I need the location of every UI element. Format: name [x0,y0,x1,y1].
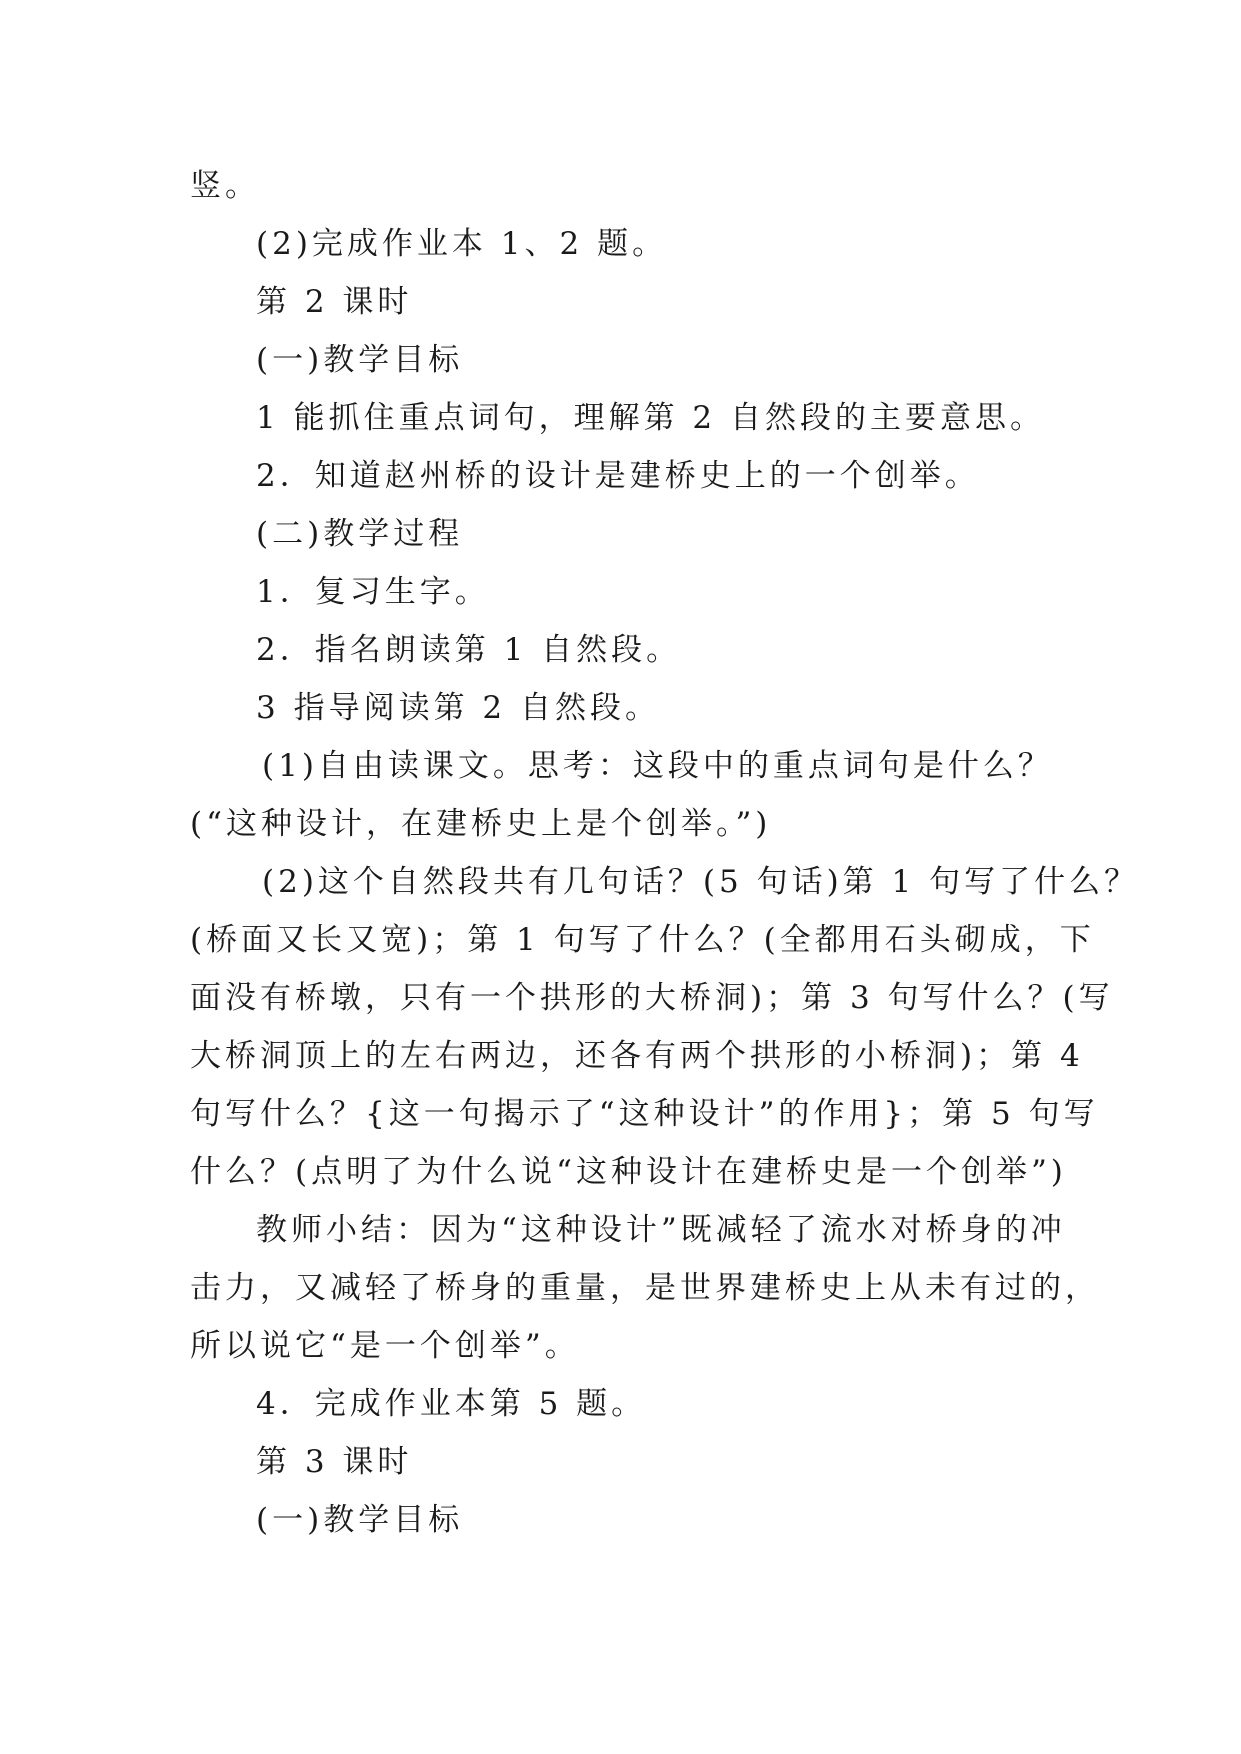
text-line: (2)完成作业本 1、2 题。 [256,226,668,262]
text-line: 所以说它“是一个创举”。 [190,1328,580,1364]
text-line: 竖。 [190,168,260,204]
text-line: 大桥洞顶上的左右两边，还各有两个拱形的小桥洞)；第 4 [190,1038,1084,1074]
text-line: 教师小结：因为“这种设计”既减轻了流水对桥身的冲 [256,1212,1066,1248]
heading-section: (二)教学过程 [256,516,464,552]
text-line: 2．知道赵州桥的设计是建桥史上的一个创举。 [256,458,980,494]
text-line: 1．复习生字。 [256,574,490,610]
text-line: 1 能抓住重点词句，理解第 2 自然段的主要意思。 [256,400,1046,436]
text-line: (1)自由读课文。思考：这段中的重点词句是什么？ [262,748,1053,784]
text-line: (桥面又长又宽)；第 1 句写了什么？(全都用石头砌成，下 [190,922,1095,958]
text-line: 句写什么？{这一句揭示了“这种设计”的作用}；第 5 句写 [190,1096,1099,1132]
text-line: 击力，又减轻了桥身的重量，是世界建桥史上从未有过的， [190,1270,1100,1306]
heading-section: (一)教学目标 [256,1502,464,1538]
heading-section: (一)教学目标 [256,342,464,378]
text-line: (2)这个自然段共有几句话？(5 句话)第 1 句写了什么？ [262,864,1140,900]
text-line: 3 指导阅读第 2 自然段。 [256,690,661,726]
text-line: 4．完成作业本第 5 题。 [256,1386,647,1422]
heading-lesson: 第 2 课时 [256,284,413,320]
text-line: 面没有桥墩，只有一个拱形的大桥洞)；第 3 句写什么？(写 [190,980,1114,1016]
text-line: (“这种设计，在建桥史上是个创举。”) [190,806,772,842]
heading-lesson: 第 3 课时 [256,1444,413,1480]
text-line: 2．指名朗读第 1 自然段。 [256,632,682,668]
text-line: 什么？(点明了为什么说“这种设计在建桥史是一个创举”) [190,1154,1067,1190]
